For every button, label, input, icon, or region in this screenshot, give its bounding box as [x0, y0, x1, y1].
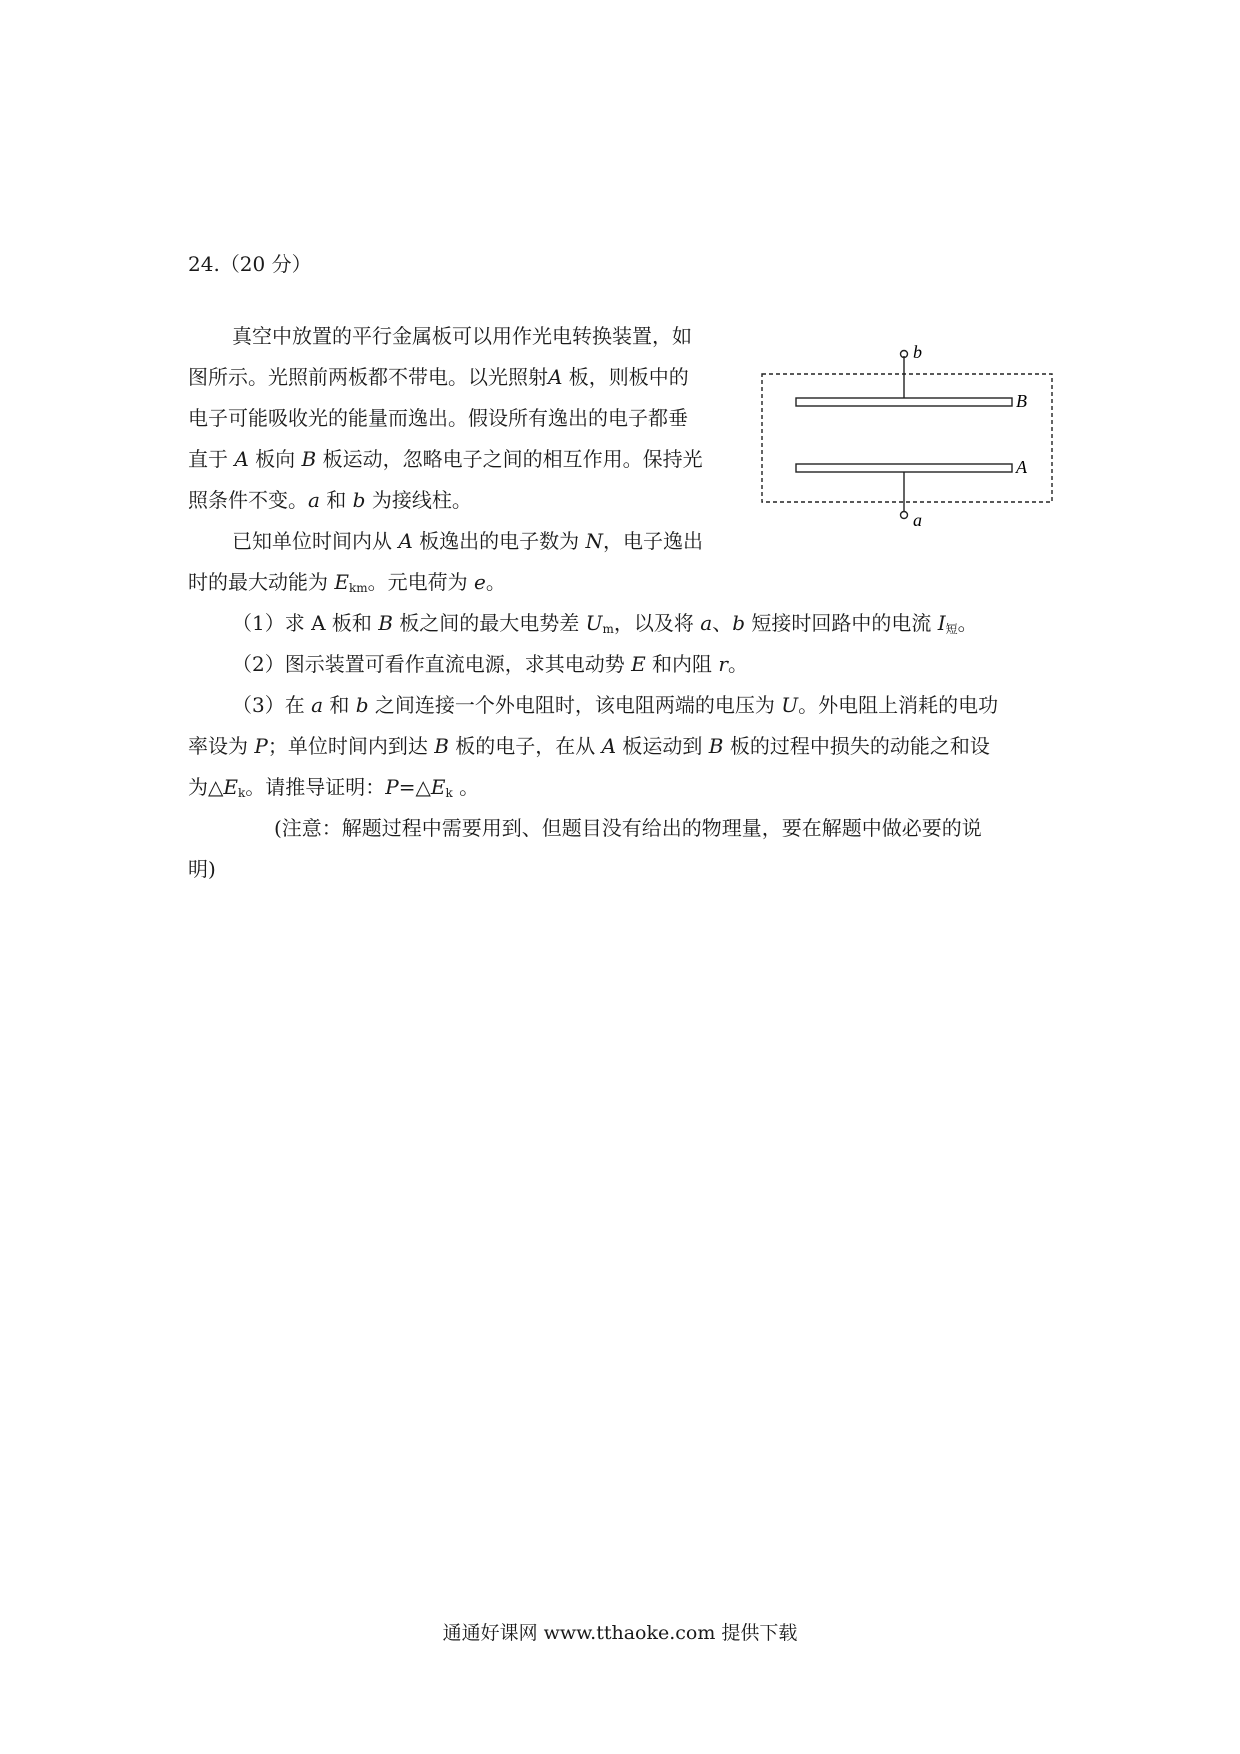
label-a: a [913, 510, 922, 530]
subscript-km: km [348, 581, 368, 595]
var-B: B [301, 447, 317, 471]
intro-line-1 [232, 322, 692, 350]
var-N: N [585, 529, 604, 553]
var-B: B [434, 734, 449, 758]
capacitor-diagram [758, 340, 1058, 530]
note-line-2 [188, 855, 216, 883]
vacuum-boundary [762, 374, 1052, 502]
text: 时的最大动能为 [188, 570, 335, 594]
text: 板逸出的电子数为 [412, 529, 586, 553]
var-P: P [385, 775, 399, 799]
var-B: B [378, 611, 393, 635]
var-b: b [732, 611, 746, 635]
text: 明) [188, 857, 216, 881]
part-2 [232, 650, 748, 678]
text: 短接时回路中的电流 [745, 611, 938, 635]
intro-line-2 [188, 363, 689, 391]
text: 。元电荷为 [367, 570, 474, 594]
text: 。外电阻上消耗的电功 [798, 693, 999, 717]
question-header [188, 250, 312, 278]
text: 板之间的最大电势差 [392, 611, 586, 635]
var-A: A [548, 365, 563, 389]
text: 。请推导证明： [245, 775, 386, 799]
footer [0, 1618, 1240, 1645]
part-3-line-3 [188, 773, 479, 807]
var-r: r [718, 652, 728, 676]
text: 。 [485, 570, 506, 594]
part-3-line-1 [232, 691, 998, 719]
text: 。 [957, 611, 978, 635]
question-score: （20 分） [219, 252, 312, 276]
text: 。 [727, 652, 748, 676]
text: ；单位时间内到达 [267, 734, 435, 758]
text: 真空中放置的平行金属板可以用作光电转换装置，如 [232, 324, 692, 348]
text: 图所示。光照前两板都不带电。以光照射 [188, 365, 548, 389]
text: 为接线柱。 [365, 488, 472, 512]
text: 率设为 [188, 734, 255, 758]
var-I: I [937, 611, 946, 635]
text: 板运动，忽略电子之间的相互作用。保持光 [316, 447, 703, 471]
text: 和内阻 [645, 652, 719, 676]
plate-A [796, 464, 1012, 472]
var-E: E [631, 652, 646, 676]
text: 和 [323, 693, 356, 717]
text: 。 [452, 775, 480, 799]
text: =△ [398, 775, 431, 799]
var-U: U [781, 693, 799, 717]
var-b: b [355, 693, 369, 717]
subscript-m: m [602, 622, 614, 636]
text: 和 [319, 488, 353, 512]
text: 直于 [188, 447, 235, 471]
var-E: E [430, 775, 446, 799]
part-3-line-2 [188, 732, 990, 760]
var-A: A [234, 447, 249, 471]
plate-B [796, 398, 1012, 406]
text: （2）图示装置可看作直流电源，求其电动势 [232, 652, 632, 676]
label-B: B [1016, 391, 1027, 411]
intro-line-3 [188, 404, 688, 432]
text: ，电子逸出 [603, 529, 704, 553]
text: (注意：解题过程中需要用到、但题目没有给出的物理量，要在解题中做必要的说 [274, 816, 982, 840]
intro-line-7 [188, 568, 506, 602]
var-a: a [311, 693, 324, 717]
label-b: b [913, 342, 922, 362]
var-P: P [254, 734, 268, 758]
text: （1）求 A 板和 [232, 611, 379, 635]
text: ，以及将 [613, 611, 701, 635]
text: 之间连接一个外电阻时，该电阻两端的电压为 [368, 693, 782, 717]
var-E: E [223, 775, 238, 799]
text: 板的电子，在从 [448, 734, 602, 758]
var-e: e [473, 570, 486, 594]
question-number: 24. [188, 252, 220, 276]
capacitor-figure [758, 340, 1058, 530]
text: 板运动到 [616, 734, 709, 758]
var-B: B [708, 734, 724, 758]
intro-line-6 [232, 527, 703, 555]
intro-line-4 [188, 445, 703, 473]
var-U: U [585, 611, 603, 635]
text: （3）在 [232, 693, 312, 717]
text: 为△ [188, 775, 224, 799]
note-line-1 [274, 814, 982, 842]
var-E: E [334, 570, 349, 594]
text: 板，则板中的 [562, 365, 689, 389]
label-A: A [1016, 457, 1027, 477]
text: 照条件不变。 [188, 488, 308, 512]
var-b: b [352, 488, 366, 512]
footer-text: 通通好课网 www.tthaoke.com 提供下载 [442, 1622, 798, 1644]
intro-line-5 [188, 486, 472, 514]
part-1 [232, 609, 978, 643]
text: 已知单位时间内从 [232, 529, 399, 553]
var-a: a [308, 488, 320, 512]
text: 板向 [248, 447, 302, 471]
var-A: A [398, 529, 413, 553]
text: 电子可能吸收光的能量而逸出。假设所有逸出的电子都垂 [188, 406, 688, 430]
var-A: A [601, 734, 617, 758]
text: 、 [712, 611, 733, 635]
var-a: a [700, 611, 713, 635]
text: 板的过程中损失的动能之和设 [723, 734, 990, 758]
terminal-a [901, 512, 908, 519]
subscript-k: k [445, 786, 453, 800]
subscript-short: 短 [945, 622, 958, 636]
subscript-k: k [238, 786, 246, 800]
